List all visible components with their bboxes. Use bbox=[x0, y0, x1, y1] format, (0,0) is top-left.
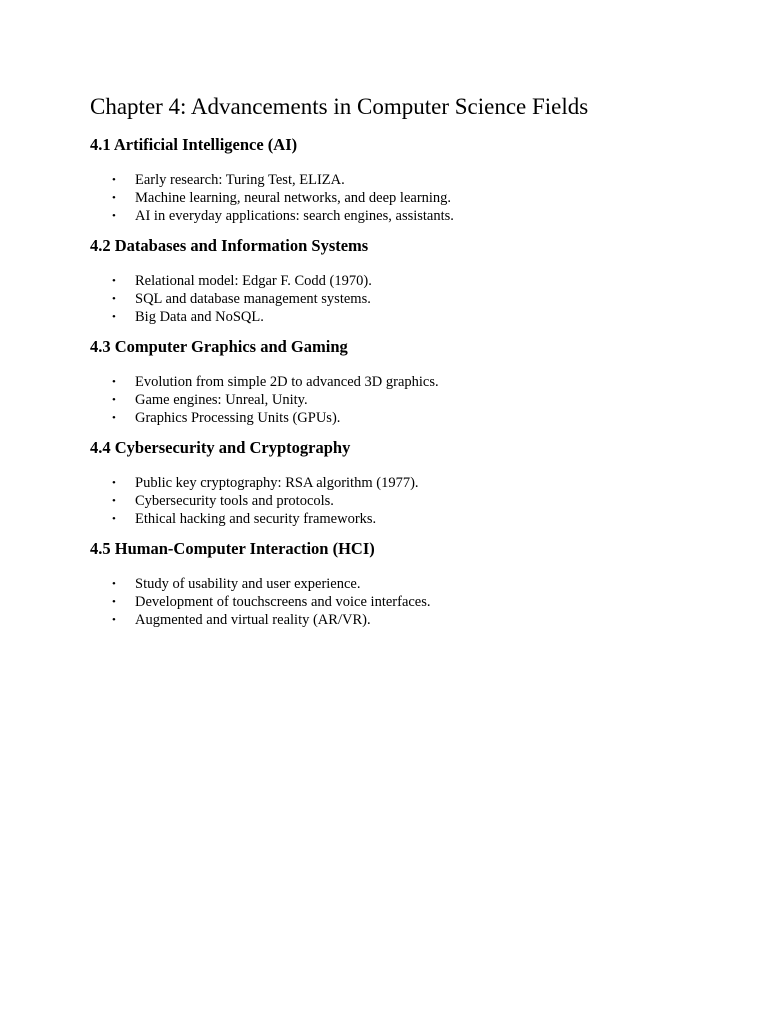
document-page bbox=[90, 92, 730, 639]
section-heading: 4.1 Artificial Intelligence (AI) bbox=[90, 135, 298, 154]
chapter-title: Chapter 4: Advancements in Computer Science Fields bbox=[90, 94, 589, 119]
list-item-text: Game engines: Unreal, Unity. bbox=[135, 392, 308, 408]
section-heading: 4.2 Databases and Information Systems bbox=[90, 236, 369, 255]
list-item-text: Public key cryptography: RSA algorithm (1977). bbox=[135, 475, 419, 491]
list-item bbox=[90, 492, 730, 510]
list-item bbox=[90, 189, 730, 207]
bullet-icon: • bbox=[112, 311, 116, 323]
bullet-list bbox=[90, 575, 730, 629]
list-item bbox=[90, 171, 730, 189]
bullet-icon: • bbox=[112, 578, 116, 590]
list-item-text: Ethical hacking and security frameworks. bbox=[135, 511, 377, 527]
list-item bbox=[90, 611, 730, 629]
bullet-icon: • bbox=[112, 275, 116, 287]
bullet-list bbox=[90, 474, 730, 528]
list-item-text: Graphics Processing Units (GPUs). bbox=[135, 410, 341, 426]
list-item bbox=[90, 391, 730, 409]
list-item bbox=[90, 272, 730, 290]
bullet-list bbox=[90, 373, 730, 427]
list-item bbox=[90, 373, 730, 391]
list-item-text: Development of touchscreens and voice interfaces. bbox=[135, 594, 431, 610]
bullet-icon: • bbox=[112, 477, 116, 489]
list-item-text: Relational model: Edgar F. Codd (1970). bbox=[135, 273, 372, 289]
list-item bbox=[90, 575, 730, 593]
bullet-icon: • bbox=[112, 293, 116, 305]
list-item bbox=[90, 474, 730, 492]
bullet-icon: • bbox=[112, 376, 116, 388]
list-item-text: AI in everyday applications: search engines, assistants. bbox=[135, 208, 454, 224]
bullet-icon: • bbox=[112, 174, 116, 186]
bullet-list bbox=[90, 272, 730, 326]
list-item-text: Cybersecurity tools and protocols. bbox=[135, 493, 334, 509]
list-item bbox=[90, 510, 730, 528]
list-item bbox=[90, 207, 730, 225]
bullet-list bbox=[90, 171, 730, 225]
list-item-text: Evolution from simple 2D to advanced 3D graphics. bbox=[135, 374, 439, 390]
list-item-text: Big Data and NoSQL. bbox=[135, 309, 264, 325]
section-ai bbox=[90, 134, 730, 225]
list-item-text: Study of usability and user experience. bbox=[135, 576, 361, 592]
list-item bbox=[90, 593, 730, 611]
bullet-icon: • bbox=[112, 412, 116, 424]
list-item-text: Machine learning, neural networks, and deep learning. bbox=[135, 190, 452, 206]
list-item bbox=[90, 308, 730, 326]
section-hci bbox=[90, 538, 730, 629]
list-item-text: Early research: Turing Test, ELIZA. bbox=[135, 172, 345, 188]
section-heading: 4.3 Computer Graphics and Gaming bbox=[90, 337, 348, 356]
list-item-text: Augmented and virtual reality (AR/VR). bbox=[135, 612, 371, 628]
section-heading: 4.4 Cybersecurity and Cryptography bbox=[90, 438, 351, 457]
bullet-icon: • bbox=[112, 596, 116, 608]
bullet-icon: • bbox=[112, 495, 116, 507]
section-graphics bbox=[90, 336, 730, 427]
list-item bbox=[90, 290, 730, 308]
bullet-icon: • bbox=[112, 513, 116, 525]
section-databases bbox=[90, 235, 730, 326]
section-cybersecurity bbox=[90, 437, 730, 528]
bullet-icon: • bbox=[112, 394, 116, 406]
bullet-icon: • bbox=[112, 614, 116, 626]
list-item bbox=[90, 409, 730, 427]
section-heading: 4.5 Human-Computer Interaction (HCI) bbox=[90, 539, 375, 558]
bullet-icon: • bbox=[112, 192, 116, 204]
list-item-text: SQL and database management systems. bbox=[135, 291, 371, 307]
bullet-icon: • bbox=[112, 210, 116, 222]
